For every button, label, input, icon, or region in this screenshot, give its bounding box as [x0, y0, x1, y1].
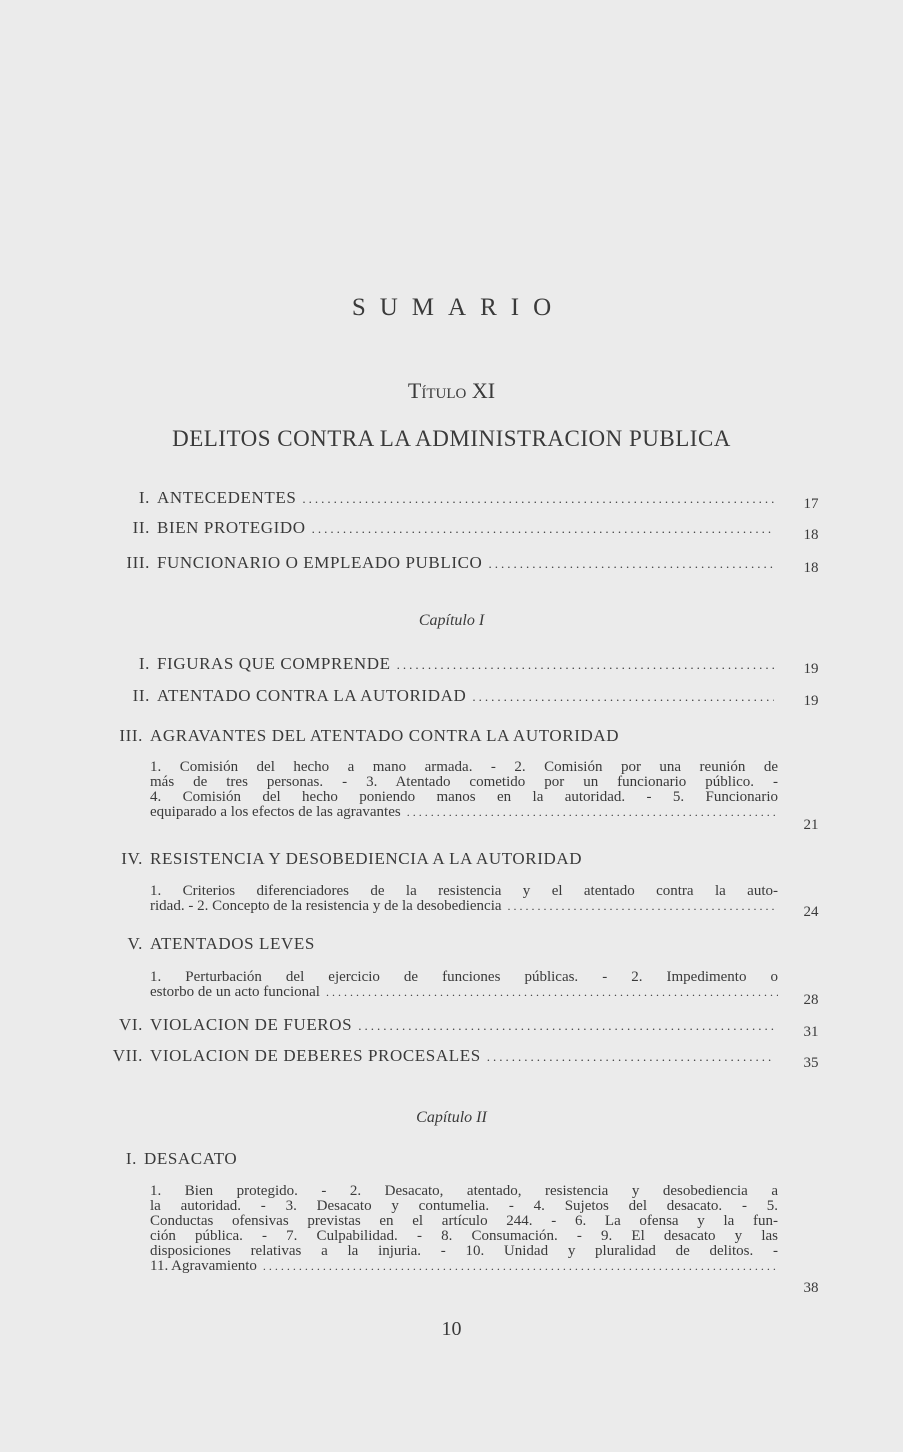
entry-number: V. [127, 934, 143, 953]
subtopic-line: 1. Bien protegido. - 2. Desacato, atentado, resistencia y desobediencia a [150, 1183, 778, 1199]
entry-page: 19 [803, 661, 819, 677]
title-roman: XI [471, 378, 496, 403]
leader-dots [407, 805, 778, 820]
subtopic-text: equiparado a los efectos de las agravantes [150, 804, 401, 820]
leader-dots [263, 1259, 778, 1274]
entry-label: DESACATO [144, 1149, 238, 1168]
entry-page: 18 [803, 560, 819, 576]
toc-entry [118, 488, 780, 508]
leader-dots [312, 521, 774, 537]
toc-entry [118, 518, 780, 538]
toc-entry [118, 553, 780, 573]
leader-dots [358, 1018, 775, 1034]
toc-entry [111, 726, 781, 746]
main-title: DELITOS CONTRA LA ADMINISTRACION PUBLICA [172, 426, 731, 451]
entry-subtopics [150, 884, 778, 914]
subtopic-line: la autoridad. - 3. Desacato y contumelia. - 4. Sujetos del desacato. - 5. [150, 1198, 778, 1214]
entry-subtopics [150, 1184, 778, 1274]
subtopic-text: estorbo de un acto funcional [150, 984, 320, 1000]
entry-subtopics [150, 760, 778, 820]
entry-label: ANTECEDENTES [157, 488, 297, 507]
page-number: 10 [441, 1318, 462, 1340]
entry-page: 18 [803, 527, 819, 543]
subtopic-line: ción pública. - 7. Culpabilidad. - 8. Consumación. - 9. El desacato y las [150, 1228, 778, 1244]
toc-entry [111, 934, 781, 954]
toc-entry [105, 1015, 781, 1035]
entry-page: 21 [803, 817, 819, 833]
leader-dots [302, 491, 774, 507]
entry-number: II. [132, 518, 150, 537]
subtopic-text: 11. Agravamiento [150, 1258, 257, 1274]
toc-entry [111, 849, 781, 869]
subtopic-line: 1. Perturbación del ejercicio de funciones públicas. - 2. Impedimento o [150, 969, 778, 985]
leader-dots [508, 899, 778, 914]
entry-number: I. [138, 654, 150, 673]
entry-page: 19 [803, 693, 819, 709]
entry-number: II. [132, 686, 150, 705]
entry-page: 38 [803, 1280, 819, 1296]
leader-dots [397, 657, 774, 673]
entry-label: AGRAVANTES DEL ATENTADO CONTRA LA AUTORIDAD [150, 726, 620, 745]
entry-number: VII. [112, 1046, 143, 1065]
leader-dots [326, 985, 778, 1000]
entry-subtopics [150, 970, 778, 1000]
subtopic-text: ridad. - 2. Concepto de la resistencia y de la desobediencia [150, 898, 502, 914]
entry-label: VIOLACION DE FUEROS [150, 1015, 353, 1034]
subtopic-line: más de tres personas. - 3. Atentado cometido por un funcionario público. - [150, 774, 778, 790]
subtopic-line [150, 805, 778, 820]
entry-number: I. [125, 1149, 137, 1168]
entry-page: 31 [803, 1024, 819, 1040]
subtopic-line: disposiciones relativas a la injuria. - 10. Unidad y pluralidad de delitos. - [150, 1243, 778, 1259]
entry-label: FUNCIONARIO O EMPLEADO PUBLICO [157, 553, 483, 572]
subtopic-line [150, 1259, 778, 1274]
entry-number: VI. [119, 1015, 143, 1034]
title-number [0, 378, 903, 404]
leader-dots [488, 556, 774, 572]
entry-number: III. [126, 553, 150, 572]
entry-number: I. [138, 488, 150, 507]
chapter-title: Capítulo II [416, 1109, 487, 1126]
entry-page: 24 [803, 904, 819, 920]
entry-label: BIEN PROTEGIDO [157, 518, 306, 537]
entry-page: 35 [803, 1055, 819, 1071]
subtopic-line: 4. Comisión del hecho poniendo manos en la autoridad. - 5. Funcionario [150, 789, 778, 805]
entry-number: IV. [121, 849, 143, 868]
entry-label: VIOLACION DE DEBERES PROCESALES [150, 1046, 481, 1065]
subtopic-line: Conductas ofensivas previstas en el artículo 244. - 6. La ofensa y la fun- [150, 1213, 778, 1229]
toc-entry [111, 1149, 781, 1169]
subtopic-line: 1. Criterios diferenciadores de la resistencia y el atentado contra la auto- [150, 883, 778, 899]
title-word: Título [407, 378, 467, 403]
leader-dots [472, 689, 774, 705]
entry-page: 28 [803, 992, 819, 1008]
entry-page: 17 [803, 496, 819, 512]
leader-dots [487, 1049, 775, 1065]
entry-label: ATENTADO CONTRA LA AUTORIDAD [157, 686, 467, 705]
page-heading: SUMARIO [351, 294, 566, 321]
chapter-title: Capítulo I [418, 612, 485, 629]
entry-label: FIGURAS QUE COMPRENDE [157, 654, 391, 673]
subtopic-line: 1. Comisión del hecho a mano armada. - 2. Comisión por una reunión de [150, 759, 778, 775]
entry-label: RESISTENCIA Y DESOBEDIENCIA A LA AUTORIDAD [150, 849, 583, 868]
subtopic-line [150, 899, 778, 914]
toc-entry [99, 1046, 781, 1066]
entry-label: ATENTADOS LEVES [150, 934, 315, 953]
toc-entry [118, 686, 780, 706]
toc-entry [118, 654, 780, 674]
subtopic-line [150, 985, 778, 1000]
entry-number: III. [119, 726, 143, 745]
